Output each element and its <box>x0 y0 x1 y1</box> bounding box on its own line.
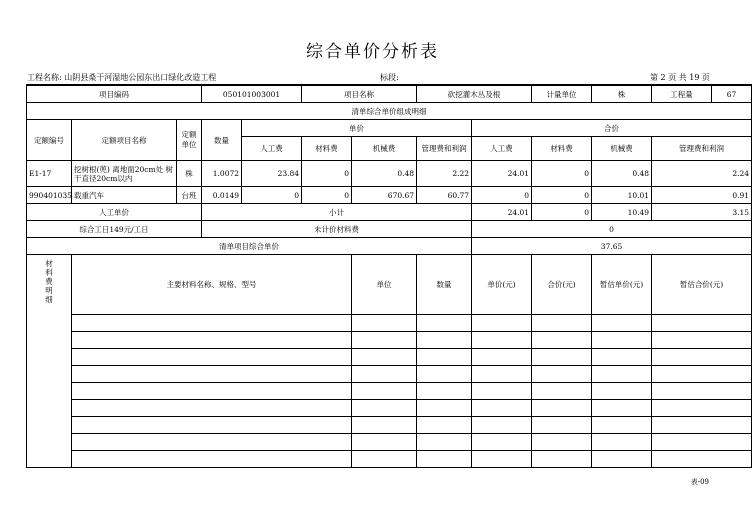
row-name: 挖树根(蔸) 离地面20cm处 树干直径20cm以内 <box>72 161 177 187</box>
col-unit-price: 单价 <box>242 120 472 137</box>
subtotal-mgmt: 3.15 <box>652 204 752 221</box>
unpriced-row <box>27 221 752 238</box>
project-name-line <box>27 72 216 83</box>
item-info-row <box>27 85 752 103</box>
material-est-price-header: 暂估单价(元) <box>592 255 652 315</box>
row-t-machine: 0.48 <box>592 161 652 187</box>
row-qty: 1.0072 <box>202 161 242 187</box>
col-u-labor: 人工费 <box>242 137 302 161</box>
material-header-row <box>27 255 752 315</box>
project-name-label: 工程名称: <box>27 73 62 82</box>
table-row <box>27 161 752 187</box>
item-name-label: 项目名称 <box>302 85 417 103</box>
col-t-material: 材料费 <box>532 137 592 161</box>
row-u-machine: 670.67 <box>352 187 417 204</box>
material-total-header: 合价(元) <box>532 255 592 315</box>
page-info: 第 2 页 共 19 页 <box>650 73 710 82</box>
subtotal-material: 0 <box>532 204 592 221</box>
item-qty-label: 工程量 <box>652 85 712 103</box>
material-empty-row <box>27 332 752 349</box>
row-u-material: 0 <box>302 187 352 204</box>
row-t-material: 0 <box>532 187 592 204</box>
col-quota-unit: 定额单位 <box>177 120 202 161</box>
section-label: 标段: <box>380 73 399 82</box>
row-t-material: 0 <box>532 161 592 187</box>
material-empty-row <box>27 315 752 332</box>
workday-label: 综合工日149元/工日 <box>27 221 202 238</box>
item-unit: 株 <box>592 85 652 103</box>
section-title-row <box>27 103 752 120</box>
subtotal-machine: 10.49 <box>592 204 652 221</box>
material-empty-row <box>27 366 752 383</box>
row-t-machine: 10.01 <box>592 187 652 204</box>
material-empty-row <box>27 451 752 468</box>
row-u-labor: 23.84 <box>242 161 302 187</box>
row-u-mgmt: 60.77 <box>417 187 472 204</box>
row-t-labor: 24.01 <box>472 161 532 187</box>
subtotal-labor: 24.01 <box>472 204 532 221</box>
unpriced-value: 0 <box>472 221 752 238</box>
col-u-machine: 机械费 <box>352 137 417 161</box>
item-qty: 67 <box>712 85 752 103</box>
row-qty: 0.0149 <box>202 187 242 204</box>
section-title: 清单综合单价组成明细 <box>27 103 752 120</box>
col-quota-code: 定额编号 <box>27 120 72 161</box>
row-t-labor: 0 <box>472 187 532 204</box>
material-empty-row <box>27 417 752 434</box>
material-empty-row <box>27 383 752 400</box>
item-code: 050101003001 <box>202 85 302 103</box>
subtotal-label: 小计 <box>202 204 472 221</box>
material-price-header: 单价(元) <box>472 255 532 315</box>
row-u-labor: 0 <box>242 187 302 204</box>
row-code: 990401035 <box>27 187 72 204</box>
material-est-total-header: 暂估合价(元) <box>652 255 752 315</box>
row-name: 载重汽车 <box>72 187 177 204</box>
row-unit: 株 <box>177 161 202 187</box>
material-empty-row <box>27 349 752 366</box>
material-empty-row <box>27 434 752 451</box>
material-unit-header: 单位 <box>352 255 417 315</box>
unpriced-label: 未计价材料费 <box>202 221 472 238</box>
row-u-machine: 0.48 <box>352 161 417 187</box>
item-unit-label: 计量单位 <box>532 85 592 103</box>
form-number: 表-09 <box>690 478 709 486</box>
col-t-mgmt: 管理费和利润 <box>652 137 752 161</box>
unit-price-analysis-table <box>26 84 752 468</box>
table-row <box>27 187 752 204</box>
row-code: E1-17 <box>27 161 72 187</box>
composite-label: 清单项目综合单价 <box>27 238 472 255</box>
item-name: 砍挖灌木丛及根 <box>417 85 532 103</box>
subtotal-row <box>27 204 752 221</box>
page-title: 综合单价分析表 <box>306 42 439 62</box>
material-qty-header: 数量 <box>417 255 472 315</box>
row-t-mgmt: 0.91 <box>652 187 752 204</box>
material-detail-side-label <box>27 255 72 468</box>
material-name-header: 主要材料名称、规格、型号 <box>72 255 352 315</box>
composite-value: 37.65 <box>472 238 752 255</box>
composite-row <box>27 238 752 255</box>
col-quantity: 数量 <box>202 120 242 161</box>
col-t-machine: 机械费 <box>592 137 652 161</box>
labor-price-label: 人工单价 <box>27 204 202 221</box>
material-detail-text: 材料费明细 <box>45 259 53 304</box>
col-u-mgmt: 管理费和利润 <box>417 137 472 161</box>
row-unit: 台班 <box>177 187 202 204</box>
col-t-labor: 人工费 <box>472 137 532 161</box>
material-empty-row <box>27 400 752 417</box>
col-total-price: 合价 <box>472 120 752 137</box>
row-t-mgmt: 2.24 <box>652 161 752 187</box>
row-u-mgmt: 2.22 <box>417 161 472 187</box>
column-header-row-1 <box>27 120 752 137</box>
col-u-material: 材料费 <box>302 137 352 161</box>
item-code-label: 项目编码 <box>27 85 202 103</box>
project-name: 山阴县桑干河湿地公园东出口绿化改造工程 <box>64 73 217 82</box>
row-u-material: 0 <box>302 161 352 187</box>
col-quota-name: 定额项目名称 <box>72 120 177 161</box>
